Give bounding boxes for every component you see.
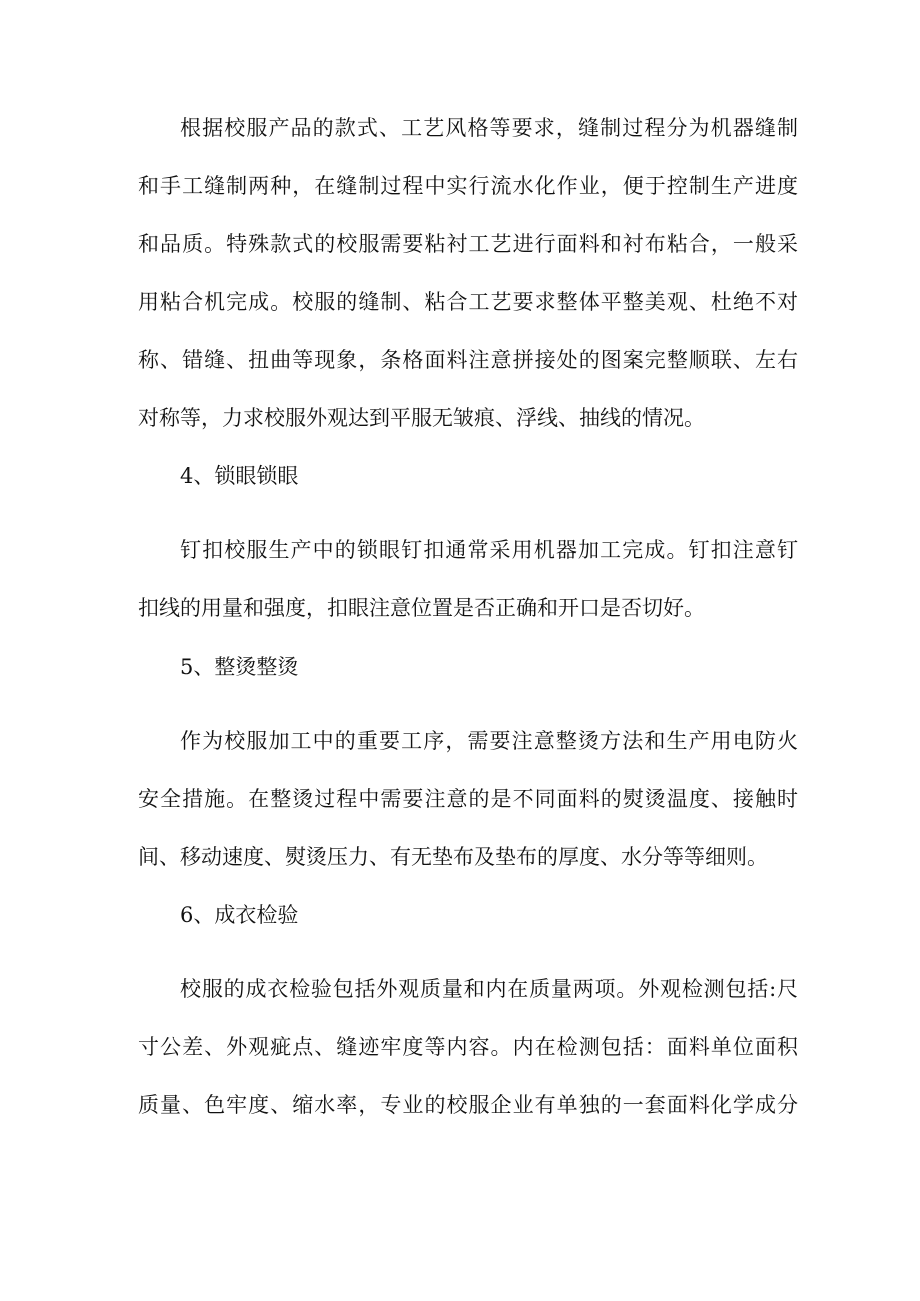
paragraph-1-line-5: 称、错缝、扭曲等现象，条格面料注意拼接处的图案完整顺联、左右 bbox=[138, 348, 798, 372]
section-heading-5: 5、整烫整烫 bbox=[180, 655, 299, 679]
paragraph-4-line-2: 寸公差、外观疵点、缝迹牢度等内容。内在检测包括：面料单位面积 bbox=[138, 1035, 798, 1059]
paragraph-2-line-1: 钉扣校服生产中的锁眼钉扣通常采用机器加工完成。钉扣注意钉 bbox=[180, 538, 798, 562]
paragraph-1-line-3: 和品质。特殊款式的校服需要粘衬工艺进行面料和衬布粘合，一般采 bbox=[138, 232, 798, 256]
section-heading-6: 6、成衣检验 bbox=[180, 903, 299, 927]
paragraph-4-line-3: 质量、色牢度、缩水率，专业的校服企业有单独的一套面料化学成分 bbox=[138, 1093, 798, 1117]
paragraph-1-line-1: 根据校服产品的款式、工艺风格等要求，缝制过程分为机器缝制 bbox=[180, 116, 798, 140]
paragraph-1-line-4: 用粘合机完成。校服的缝制、粘合工艺要求整体平整美观、杜绝不对 bbox=[138, 290, 798, 314]
paragraph-3-line-3: 间、移动速度、熨烫压力、有无垫布及垫布的厚度、水分等等细则。 bbox=[138, 845, 768, 869]
paragraph-4-line-1: 校服的成衣检验包括外观质量和内在质量两项。外观检测包括:尺 bbox=[180, 977, 798, 1001]
paragraph-2-line-2: 扣线的用量和强度，扣眼注意位置是否正确和开口是否切好。 bbox=[138, 596, 705, 620]
paragraph-1-line-2: 和手工缝制两种，在缝制过程中实行流水化作业，便于控制生产进度 bbox=[138, 174, 798, 198]
paragraph-3-line-1: 作为校服加工中的重要工序，需要注意整烫方法和生产用电防火 bbox=[180, 729, 798, 753]
section-heading-4: 4、锁眼锁眼 bbox=[180, 464, 299, 488]
paragraph-1-line-6: 对称等，力求校服外观达到平服无皱痕、浮线、抽线的情况。 bbox=[138, 406, 705, 430]
paragraph-3-line-2: 安全措施。在整烫过程中需要注意的是不同面料的熨烫温度、接触时 bbox=[138, 787, 798, 811]
